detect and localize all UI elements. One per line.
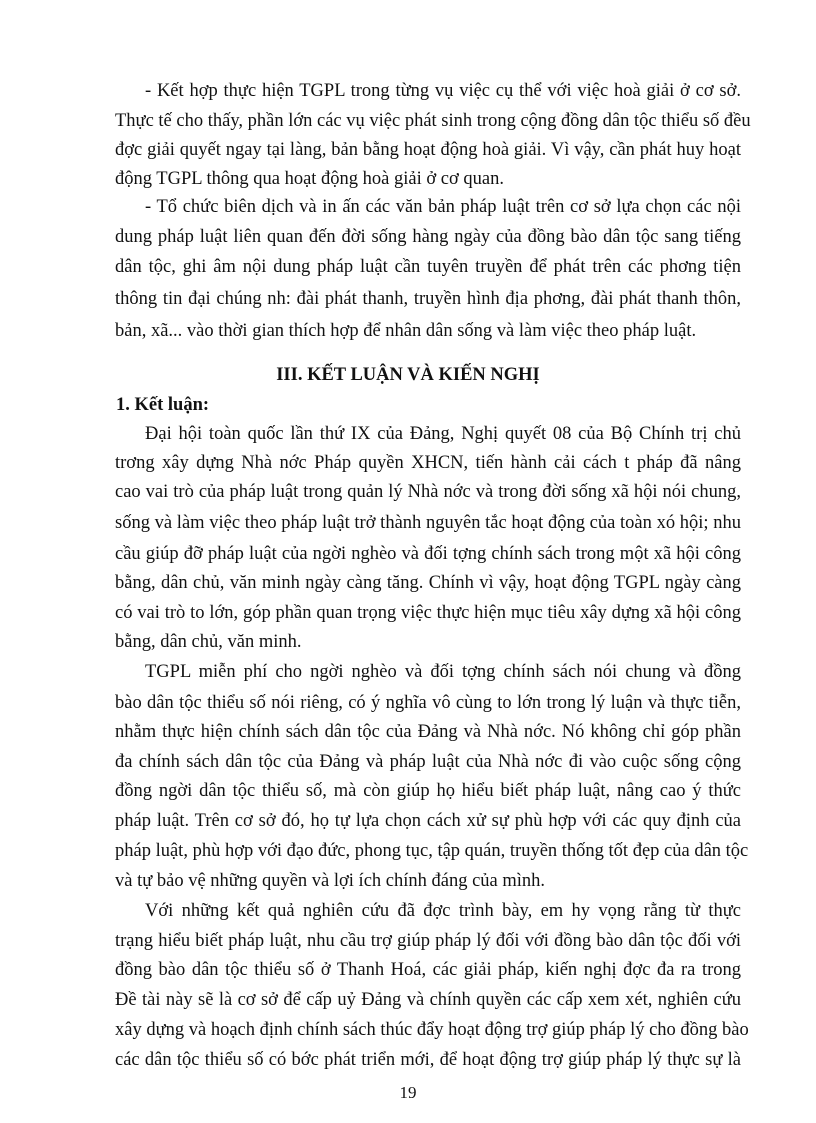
conclusion-2-line-8: và tự bảo vệ những quyền và lợi ích chính đáng của mình. (115, 871, 546, 891)
paragraph-1-line-3: đợc giải quyết ngay tại làng, bản bằng hoạt động hoà giải. Vì vậy, cần phát huy hoạt (115, 140, 741, 160)
paragraph-2-line-4: thông tin đại chúng nh: đài phát thanh, truyền hình địa phơng, đài phát thanh thôn, (115, 289, 741, 309)
conclusion-3-line-4: Đề tài này sẽ là cơ sở để cấp uỷ Đảng và chính quyền các cấp xem xét, nghiên cứu (115, 990, 741, 1010)
conclusion-2-line-7: pháp luật, phù hợp với đạo đức, phong tục, tập quán, truyền thống tốt đẹp của dân tộc (115, 841, 749, 861)
conclusion-2-line-4: đa chính sách dân tộc của Đảng và pháp luật của Nhà nớc đi vào cuộc sống cộng (115, 752, 741, 772)
paragraph-2-line-3: dân tộc, ghi âm nội dung pháp luật cần tuyên truyền để phát trên các phơng tiện (115, 257, 741, 277)
paragraph-1-line-1: - Kết hợp thực hiện TGPL trong từng vụ việc cụ thể với việc hoà giải ở cơ sở. (145, 81, 741, 101)
conclusion-2-line-6: pháp luật. Trên cơ sở đó, họ tự lựa chọn cách xử sự phù hợp với các quy định của (115, 811, 741, 831)
conclusion-3-line-6: các dân tộc thiểu số có bớc phát triển mới, để hoạt động trợ giúp pháp lý thực sự là (115, 1050, 741, 1070)
conclusion-3-line-5: xây dựng và hoạch định chính sách thúc đẩy hoạt động trợ giúp pháp lý cho đồng bào (115, 1020, 749, 1040)
conclusion-1-line-8: bằng, dân chủ, văn minh. (115, 632, 302, 652)
conclusion-1-line-1: Đại hội toàn quốc lần thứ IX của Đảng, Nghị quyết 08 của Bộ Chính trị chủ (145, 424, 741, 444)
conclusion-3-line-2: trạng hiểu biết pháp luật, nhu cầu trợ giúp pháp lý đối với đồng bào dân tộc đối với (115, 931, 741, 951)
paragraph-2-line-2: dung pháp luật liên quan đến đời sống hàng ngày của đồng bào dân tộc sang tiếng (115, 227, 741, 247)
conclusion-2-line-3: nhằm thực hiện chính sách dân tộc của Đảng và Nhà nớc. Nó không chỉ góp phần (115, 722, 741, 742)
page-number: 19 (399, 1083, 417, 1102)
paragraph-2-line-5: bản, xã... vào thời gian thích hợp để nhân dân sống và làm việc theo pháp luật. (115, 321, 697, 341)
conclusion-2-line-1: TGPL miễn phí cho ngời nghèo và đối tợng chính sách nói chung và đồng (145, 662, 741, 682)
paragraph-1-line-2: Thực tế cho thấy, phần lớn các vụ việc phát sinh trong cộng đồng dân tộc thiểu số đều (115, 111, 751, 131)
conclusion-1-line-2: trơng xây dựng Nhà nớc Pháp quyền XHCN, tiến hành cải cách t pháp đã nâng (115, 453, 741, 473)
conclusion-3-line-1: Với những kết quả nghiên cứu đã đợc trình bày, em hy vọng rằng từ thực (145, 901, 741, 921)
paragraph-1-line-4: động TGPL thông qua hoạt động hoà giải ở cơ quan. (115, 169, 504, 189)
conclusion-1-line-3: cao vai trò của pháp luật trong quản lý Nhà nớc và trong đời sống xã hội nói chung, (115, 482, 741, 502)
conclusion-2-line-2: bào dân tộc thiểu số nói riêng, có ý nghĩa vô cùng to lớn trong lý luận và thực tiễn, (115, 693, 741, 713)
conclusion-1-line-6: bằng, dân chủ, văn minh ngày càng tăng. Chính vì vậy, hoạt động TGPL ngày càng (115, 573, 741, 593)
conclusion-2-line-5: đồng ngời dân tộc thiểu số, mà còn giúp họ hiểu biết pháp luật, nâng cao ý thức (115, 781, 741, 801)
conclusion-1-line-5: cầu giúp đỡ pháp luật của ngời nghèo và đối tợng chính sách trong một xã hội công (115, 544, 741, 564)
paragraph-2-line-1: - Tổ chức biên dịch và in ấn các văn bản pháp luật trên cơ sở lựa chọn các nội (145, 197, 741, 217)
conclusion-1-line-7: có vai trò to lớn, góp phần quan trọng việc thực hiện mục tiêu xây dựng xã hội công (115, 603, 741, 623)
conclusion-1-line-4: sống và làm việc theo pháp luật trở thành nguyên tắc hoạt động của toàn xó hội; nhu (115, 513, 741, 533)
section-heading: III. KẾT LUẬN VÀ KIẾN NGHỊ (276, 365, 540, 385)
conclusion-3-line-3: đồng bào dân tộc thiểu số ở Thanh Hoá, các giải pháp, kiến nghị đợc đa ra trong (115, 960, 741, 980)
subsection-heading: 1. Kết luận: (116, 395, 210, 415)
